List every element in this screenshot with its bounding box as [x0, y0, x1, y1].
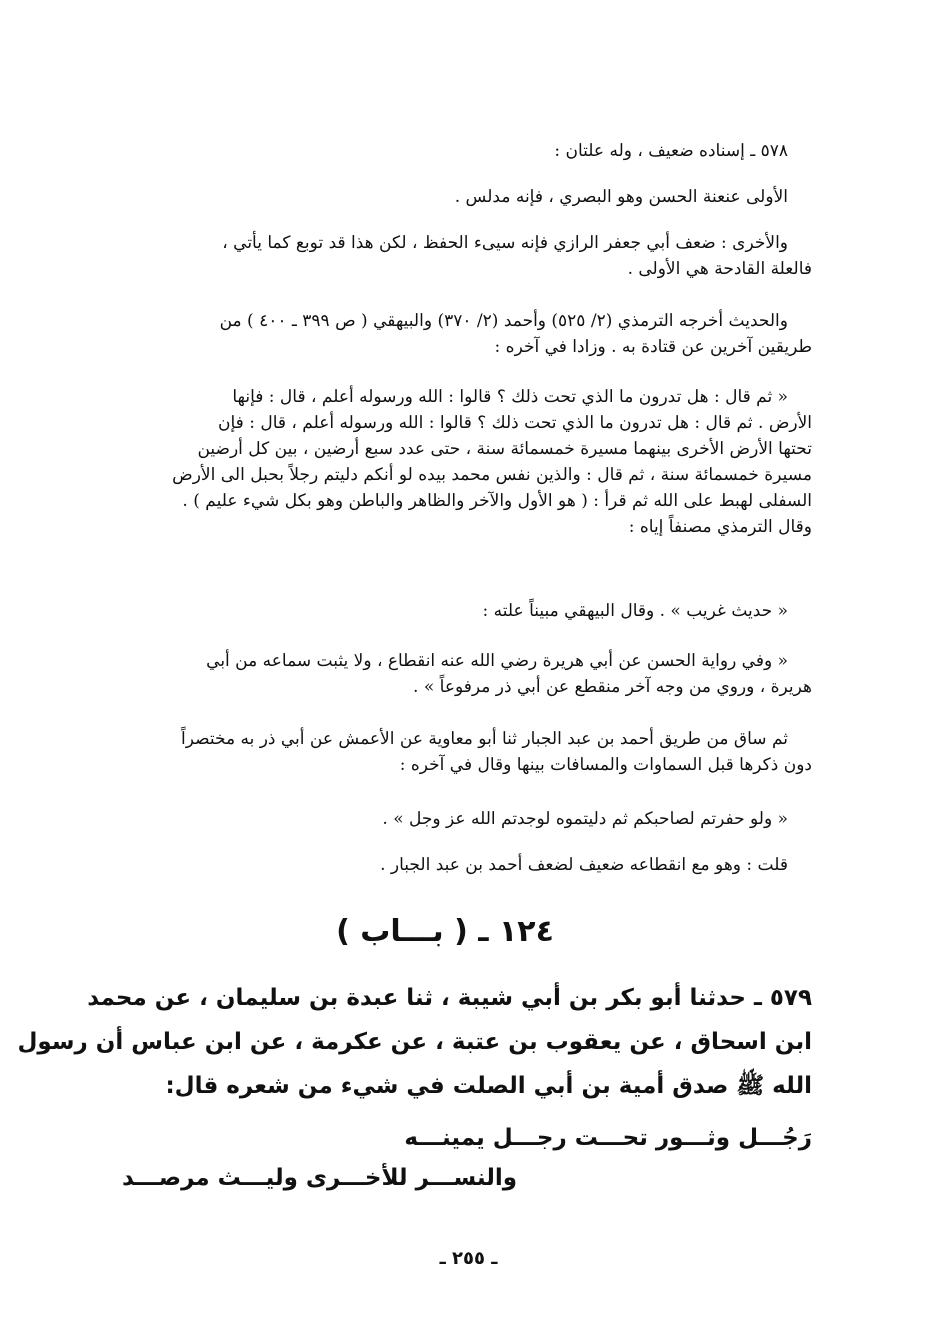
- text-line: والحديث أخرجه الترمذي (٢/ ٥٢٥) وأحمد (٢/ ٣٧٠) والبيهقي ( ص ٣٩٩ ـ ٤٠٠ ) من: [219, 311, 788, 331]
- text-line: « ثم قال : هل تدرون ما الذي تحت ذلك ؟ قالوا : الله ورسوله أعلم ، قال : فإنها: [232, 387, 788, 407]
- footnote-578-p9: [122, 806, 812, 832]
- poem-verse: [122, 1118, 812, 1198]
- footnote-578-p10: [122, 852, 812, 878]
- text-line: « ولو حفرتم لصاحبكم ثم دليتموه لوجدتم الله عز وجل » .: [382, 809, 788, 829]
- text-line: « حديث غريب » . وقال البيهقي مبيناً علته :: [482, 601, 788, 621]
- footnote-578-p3: [122, 230, 812, 282]
- text-line: الأرض . ثم قال : هل تدرون ما الذي تحت ذلك ؟ قالوا : الله ورسوله أعلم ، قال : فإن: [218, 413, 812, 433]
- footnote-578-p2: [122, 184, 812, 210]
- text-line: هريرة ، وروي من وجه آخر منقطع عن أبي ذر مرفوعاً » .: [413, 677, 812, 697]
- text-line: الأولى عنعنة الحسن وهو البصري ، فإنه مدلس .: [454, 187, 788, 207]
- text-line: ٥٧٨ ـ إسناده ضعيف ، وله علتان :: [554, 141, 788, 161]
- text-line: فالعلة القادحة هي الأولى .: [627, 259, 812, 279]
- text-line: ثم ساق من طريق أحمد بن عبد الجبار ثنا أبو معاوية عن الأعمش عن أبي ذر به مختصراً: [181, 729, 788, 749]
- chapter-heading: ١٢٤ ـ ( بـــاب ): [336, 914, 554, 949]
- text-line: « وفي رواية الحسن عن أبي هريرة رضي الله عنه انقطاع ، ولا يثبت سماعه من أبي: [206, 651, 788, 671]
- footnote-578-p6: [122, 598, 812, 624]
- text-line: الله ﷺ صدق أمية بن أبي الصلت في شيء من شعره قال:: [165, 1073, 812, 1099]
- footnote-578-p4: [122, 308, 812, 360]
- hadith-579: [17, 976, 812, 1108]
- text-line: قلت : وهو مع انقطاعه ضعيف لضعف أحمد بن عبد الجبار .: [380, 855, 788, 875]
- text-line: ٥٧٩ ـ حدثنا أبو بكر بن أبي شيبة ، ثنا عبدة بن سليمان ، عن محمد: [87, 985, 812, 1011]
- text-line: والأخرى : ضعف أبي جعفر الرازي فإنه سيىء الحفظ ، لكن هذا قد توبع كما يأتي ،: [222, 233, 788, 253]
- text-line: ابن اسحاق ، عن يعقوب بن عتبة ، عن عكرمة ، عن ابن عباس أن رسول: [17, 1029, 812, 1055]
- footnote-578-p8: [122, 726, 812, 778]
- footnote-578-p7: [122, 648, 812, 700]
- verse-first-hemistich: رَجُـــل وثـــور تحـــت رجـــل يمينـــه: [404, 1125, 812, 1151]
- text-line: دون ذكرها قبل السماوات والمسافات بينها وقال في آخره :: [399, 755, 812, 775]
- page-number: ـ ٢٥٥ ـ: [439, 1248, 498, 1269]
- text-line: مسيرة خمسمائة سنة ، ثم قال : والذين نفس محمد بيده لو أنكم دليتم رجلاً بحبل الى الأرض: [172, 465, 812, 485]
- text-line: وقال الترمذي مصنفاً إياه :: [628, 517, 812, 537]
- text-line: طريقين آخرين عن قتادة به . وزادا في آخره :: [494, 337, 812, 357]
- verse-second-hemistich: والنســـر للأخـــرى وليـــث مرصـــد: [122, 1165, 518, 1191]
- text-line: السفلى لهبط على الله ثم قرأ : ( هو الأول والآخر والظاهر والباطن وهو بكل شيء عليم ) .: [182, 491, 812, 511]
- footnote-578-p1: [122, 138, 812, 164]
- text-line: تحتها الأرض الأخرى بينهما مسيرة خمسمائة سنة ، حتى عدد سبع أرضين ، بين كل أرضين: [197, 439, 812, 459]
- footnote-578-p5: [122, 384, 812, 540]
